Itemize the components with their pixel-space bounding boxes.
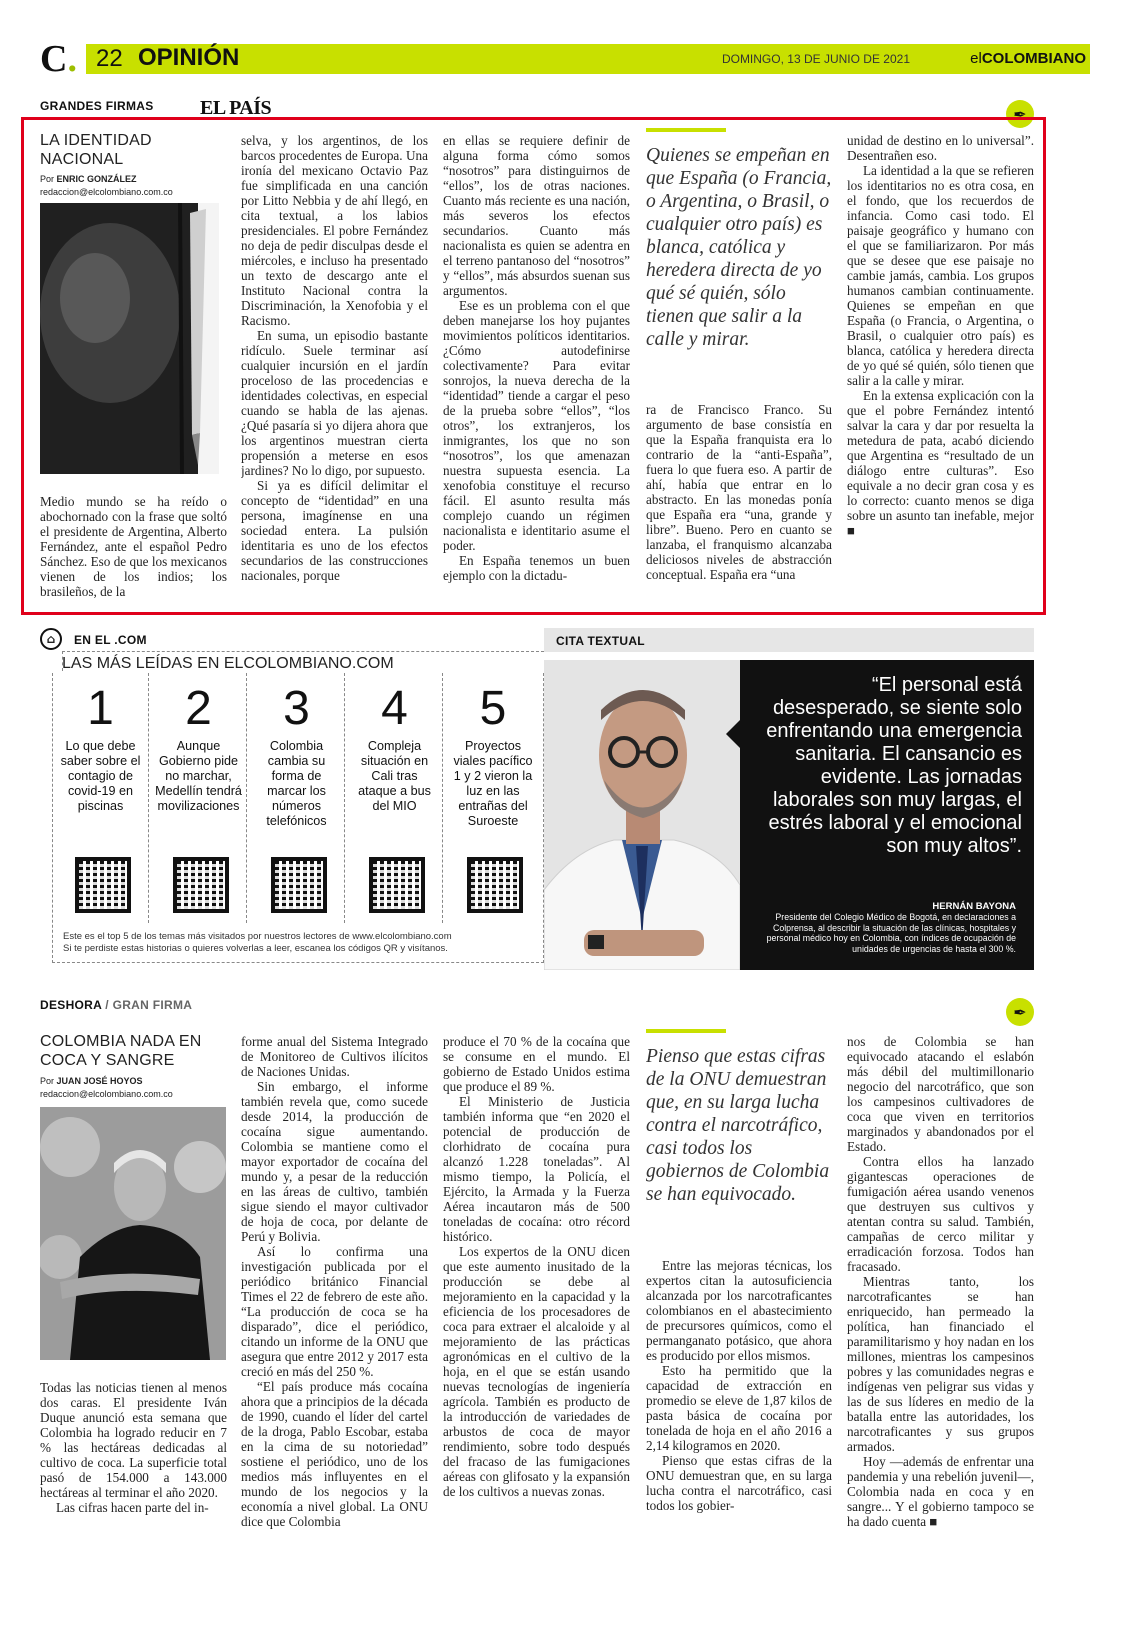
most-read-list [52, 673, 544, 963]
rank-number: 4 [381, 682, 408, 735]
page-number: 22 [96, 45, 123, 72]
pen-icon: ✒ [1006, 998, 1034, 1026]
quote-photo [544, 660, 740, 970]
article-kicker: DESHORA / GRAN FIRMA [40, 998, 193, 1012]
byline: Por JUAN JOSÉ HOYOS redaccion@elcolombiano.com.co [40, 1076, 173, 1099]
article-column-2: selva, y los argentinos, de los barcos procedentes de Europa. Una ironía del mexicano Octavio Paz fue simplificada en una canción por Litto Nebbia y de ahí llegó, en cita textual, a los labios presidenciales. El pobre Fernández no deja de pedir disculpas desde el miércoles, e incluso ha presentado un texto de descargo ante el Instituto Nacional contra la Discriminación, la Xenofobia y el Racismo. En suma, un episodio bastante ridículo. Suele terminar así cualquier incursión en el jardín proceloso de las procedencias e identidades colectivas, en especial cuando se habla de las ajenas. ¿Qué pasaría si yo dijera ahora que los argentinos muestran cierta propensión a meterse en esos jardines? No lo digo, por supuesto. Si ya es difícil delimitar el concepto de “identidad” en una persona, imagínense en una sociedad entera. La pulsión identitaria es uno de los efectos secundarios de las construcciones nacionales, porque [241, 133, 428, 583]
pen-icon: ✒ [1006, 100, 1034, 128]
item-title: Aunque Gobierno pide no marchar, Medellín tendrá movilizaciones [155, 739, 242, 813]
author-photo [40, 203, 219, 474]
rank-number: 1 [87, 682, 114, 735]
rank-number: 2 [185, 682, 212, 735]
pullquote: Quienes se empeñan en que España (o Francia, o Argentina, o Brasil, o cualquier otro país) es blanca, católica y heredera directa de yo qué sé quién, sólo tienen que salir a la calle y mirar. [646, 145, 832, 350]
rank-number: 5 [479, 682, 507, 735]
pullquote-rule [646, 128, 726, 132]
author-photo [40, 1107, 226, 1360]
article-column-4: Entre las mejoras técnicas, los expertos citan la autosuficiencia alcanzada por los narcotraficantes colombianos en el abastecimiento de precursores químicos, como el permanganato potásico, que ahora es producido por ellos mismos. Esto ha permitido que la capacidad de extracción en promedio se eleve de 1,87 kilos de pasta básica de cocaína por tonelada de hoja en el año 2016 a 2,14 kilogramos en 2020. Pienso que estas cifras de la ONU demuestran que, en su larga lucha contra el narcotráfico, casi todos los gobier- [646, 1258, 832, 1513]
most-read-item[interactable] [445, 673, 541, 923]
quote-author-role: Presidente del Colegio Médico de Bogotá, en declaraciones a Colprensa, al describir la situación de las clínicas, hospitales y personal médico hoy en Colombia, con índices de ocupación de unidades de urgencias de hasta el 300 %. [766, 912, 1016, 954]
article-column-4: ra de Francisco Franco. Su argumento de base consistía en que la España franquista era lo contrario de la “anti-España”, fuera lo que fuera eso. A partir de ahí, había que entrar en lo abstracto. En las monedas ponía que España era “una, grande y libre”. Bueno. Pero en cuanto se lanzaba, el franquismo alcanzaba deliciosos niveles de abstracción conceptual. España era “una [646, 402, 832, 582]
speech-pointer [726, 720, 740, 748]
article-column-1: Todas las noticias tienen al menos dos caras. El presidente Iván Duque anunció esta semana que Colombia ha logrado reducir en 7 % las hectáreas dedicadas al cultivo de coca. La superficie total pasó de 154.000 a 143.000 hectáreas al terminar el año 2020. Las cifras hacen parte del in- [40, 1380, 227, 1515]
mouse-icon: ⌂ [40, 628, 62, 650]
section-title: OPINIÓN [138, 44, 240, 71]
item-title: Lo que debe saber sobre el contagio de covid-19 en piscinas [60, 739, 141, 813]
most-read-item[interactable] [249, 673, 345, 923]
article-column-1: Medio mundo se ha reído o abochornado con la frase que soltó el presidente de Argentina, Alberto Fernández, ante el español Pedro Sánchez. Eso de que los mexicanos vienen de los indios; los brasileños, de la [40, 494, 227, 598]
qr-code-icon[interactable] [271, 857, 327, 913]
item-title: Colombia cambia su forma de marcar los números telefónicos [266, 739, 327, 828]
article-column-2: forme anual del Sistema Integrado de Monitoreo de Cultivos ilícitos de Naciones Unidas. Sin embargo, el informe también revela que, como sucede desde 2014, la producción de cocaína sigue aumentando. Colombia se mantiene como el mayor exportador de cocaína del mundo y, a pesar de la reducción en las áreas de cultivo, también sigue siendo el mayor cultivador de hoja de coca, por delante de Perú y Bolivia. Así lo confirma una investigación publicada por el periódico británico Financial Times el 22 de febrero de este año. “La producción de coca se ha disparado”, dice el periódico, citando un informe de la ONU que asegura que entre 2012 y 2017 esta creció en más del 250 %. “El país produce más cocaína ahora que a principios de la década de 1990, cuando el líder del cartel de la droga, Pablo Escobar, estaba en la cima de su notoriedad” sostiene el periódico, uno de los medios más influyentes en el mundo de los negocios y la economía a nivel global. La ONU dice que Colombia [241, 1034, 428, 1529]
online-label: EN EL .COM [74, 633, 147, 647]
quote-author: HERNÁN BAYONA [932, 901, 1016, 912]
most-read-item[interactable] [347, 673, 443, 923]
rank-number: 3 [283, 682, 310, 735]
cita-label: CITA TEXTUAL [556, 634, 645, 648]
article-column-5: unidad de destino en lo universal”. Desentrañen eso. La identidad a la que se refieren los identitarios no es otra cosa, en el fondo, que los recuerdos de infancia. Como casi todo. El paisaje geográfico y humano con el que se familiarizaron. Por más que se desee que ese paisaje no cambie jamás, cambia. Los grupos humanos cambian continuamente. Quienes se empeñan en que España (o Francia, o Argentina, o Brasil, o cualquier otro país) es blanca, católica y heredera directa de yo qué sé quién, sólo tienen que salir a la calle y mirar. En la extensa explicación con la que el pobre Fernández intentó salvar la cara y dar por resuelta la metedura de pata, acabó diciendo que Argentina es “resultado de un diálogo entre culturas”. Eso equivale a no decir gran cosa y es lo correcto: cuanto menos se diga sobre un asunto tan inefable, mejor ■ [847, 133, 1034, 538]
most-read-item[interactable] [151, 673, 247, 923]
brand-name: elCOLOMBIANO [970, 50, 1086, 67]
most-read-heading: LAS MÁS LEÍDAS EN ELCOLOMBIANO.COM [62, 655, 394, 672]
article-column-3: en ellas se requiere definir de alguna forma cómo somos “nosotros” para distinguirnos de “ellos”, los de otras naciones. Cuanto más reciente es una nación, más severos los efectos secundarios. Cuanto más nacionalista es quien se adentra en el terreno pantanoso del “nosotros” y “ellos”, más absurdos suenan sus argumentos. Ese es un problema con el que deben manejarse los hoy pujantes movimientos políticos identitarios. ¿Cómo autodefinirse colectivamente? Para evitar sonrojos, la nueva derecha de la “identidad” tiende a cargar el peso de la prueba sobre “ellos”, “los otros”, los extranjeros, los inmigrantes, los que no son “nosotros”, los que amenazan nuestra supuesta esencia. La xenofobia constituye el recurso fácil. El asunto resulta más complejo cuando un régimen nacionalista e identitario asume el poder. En España tenemos un buen ejemplo con la dictadu- [443, 133, 630, 583]
item-title: Proyectos viales pacífico 1 y 2 vieron la luz en las entrañas del Suroeste [453, 739, 533, 828]
article-kicker: GRANDES FIRMAS [40, 99, 154, 113]
article-headline: LA IDENTIDAD NACIONAL [40, 132, 152, 168]
pullquote-rule [646, 1029, 726, 1033]
most-read-item[interactable] [53, 673, 149, 923]
qr-code-icon[interactable] [173, 857, 229, 913]
partner-logo: EL PAÍS [200, 97, 272, 119]
pullquote: Pienso que estas cifras de la ONU demuestran que, en su larga lucha contra el narcotráfico, casi todos los gobiernos de Colombia se han equivocado. [646, 1046, 830, 1205]
byline: Por ENRIC GONZÁLEZ redaccion@elcolombiano.com.co [40, 174, 173, 197]
page-header [40, 38, 1090, 80]
qr-code-icon[interactable] [467, 857, 523, 913]
issue-date: DOMINGO, 13 DE JUNIO DE 2021 [721, 52, 910, 66]
article-column-3: produce el 70 % de la cocaína que se consume en el mundo. El gobierno de Estado Unidos estima que produce el 89 %. El Ministerio de Justicia también informa que “en 2020 el potencial de producción de clorhidrato de cocaína pura alcanzó 1.228 toneladas”. Al mismo tiempo, la Policía, el Ejército, la Armada y la Fuerza Aérea incautaron más de 500 toneladas de cocaína: otro récord histórico. Los expertos de la ONU dicen que este aumento inusitado de la producción se debe al mejoramiento en la capacidad y la eficiencia de los procesadores de coca para extraer el alcaloide y al mejoramiento de las prácticas agronómicas en el cultivo de la hoja, en el que se están usando nuevas tecnologías de ingeniería agrícola. También es producto de la introducción de variedades de arbustos de coca de mayor rendimiento, sobre todo después del fracaso de las fumigaciones aéreas con glifosato y la expansión de los cultivos a nuevas zonas. [443, 1034, 630, 1499]
qr-code-icon[interactable] [75, 857, 131, 913]
newspaper-logo: C. [40, 38, 77, 80]
most-read-footer: Este es el top 5 de los temas más visitados por nuestros lectores de www.elcolombiano.com Si te perdiste estas historias o quieres volverlas a leer, escanea los códigos QR y visítanos. [63, 931, 452, 954]
article-headline: COLOMBIA NADA EN COCA Y SANGRE [40, 1033, 202, 1069]
article-column-5: nos de Colombia se han equivocado atacando el eslabón más débil del multimillonario negocio del narcotráfico, que son los campesinos cultivadores de coca que viven en territorios marginados y abandonados por el Estado. Contra ellos ha lanzado gigantescas operaciones de fumigación aérea usando venenos que destruyen sus cultivos y atentan contra su salud. También, campañas de cerco militar y erradicación forzosa. Todos han fracasado. Mientras tanto, los narcotraficantes se han enriquecido, han permeado la política, han financiado el paramilitarismo y hoy nadan en los millones, mientras los campesinos pobres y las comunidades negras e indígenas ven peligrar sus vidas y las de sus líderes en medio de la batalla entre las autoridades, los narcotraficantes y sus grupos armados. Hoy —además de enfrentar una pandemia y una rebelión juvenil—, Colombia nada en coca y en sangre... Y el gobierno tampoco se ha dado cuenta ■ [847, 1034, 1034, 1529]
item-title: Compleja situación en Cali tras ataque a bus del MIO [358, 739, 431, 813]
qr-code-icon[interactable] [369, 857, 425, 913]
quote-text: “El personal está desesperado, se siente solo enfrentando una emergencia sanitaria. El cansancio es evidente. Las jornadas laborales son muy largas, el estrés laboral y el emocional son muy altos”. [766, 674, 1022, 857]
